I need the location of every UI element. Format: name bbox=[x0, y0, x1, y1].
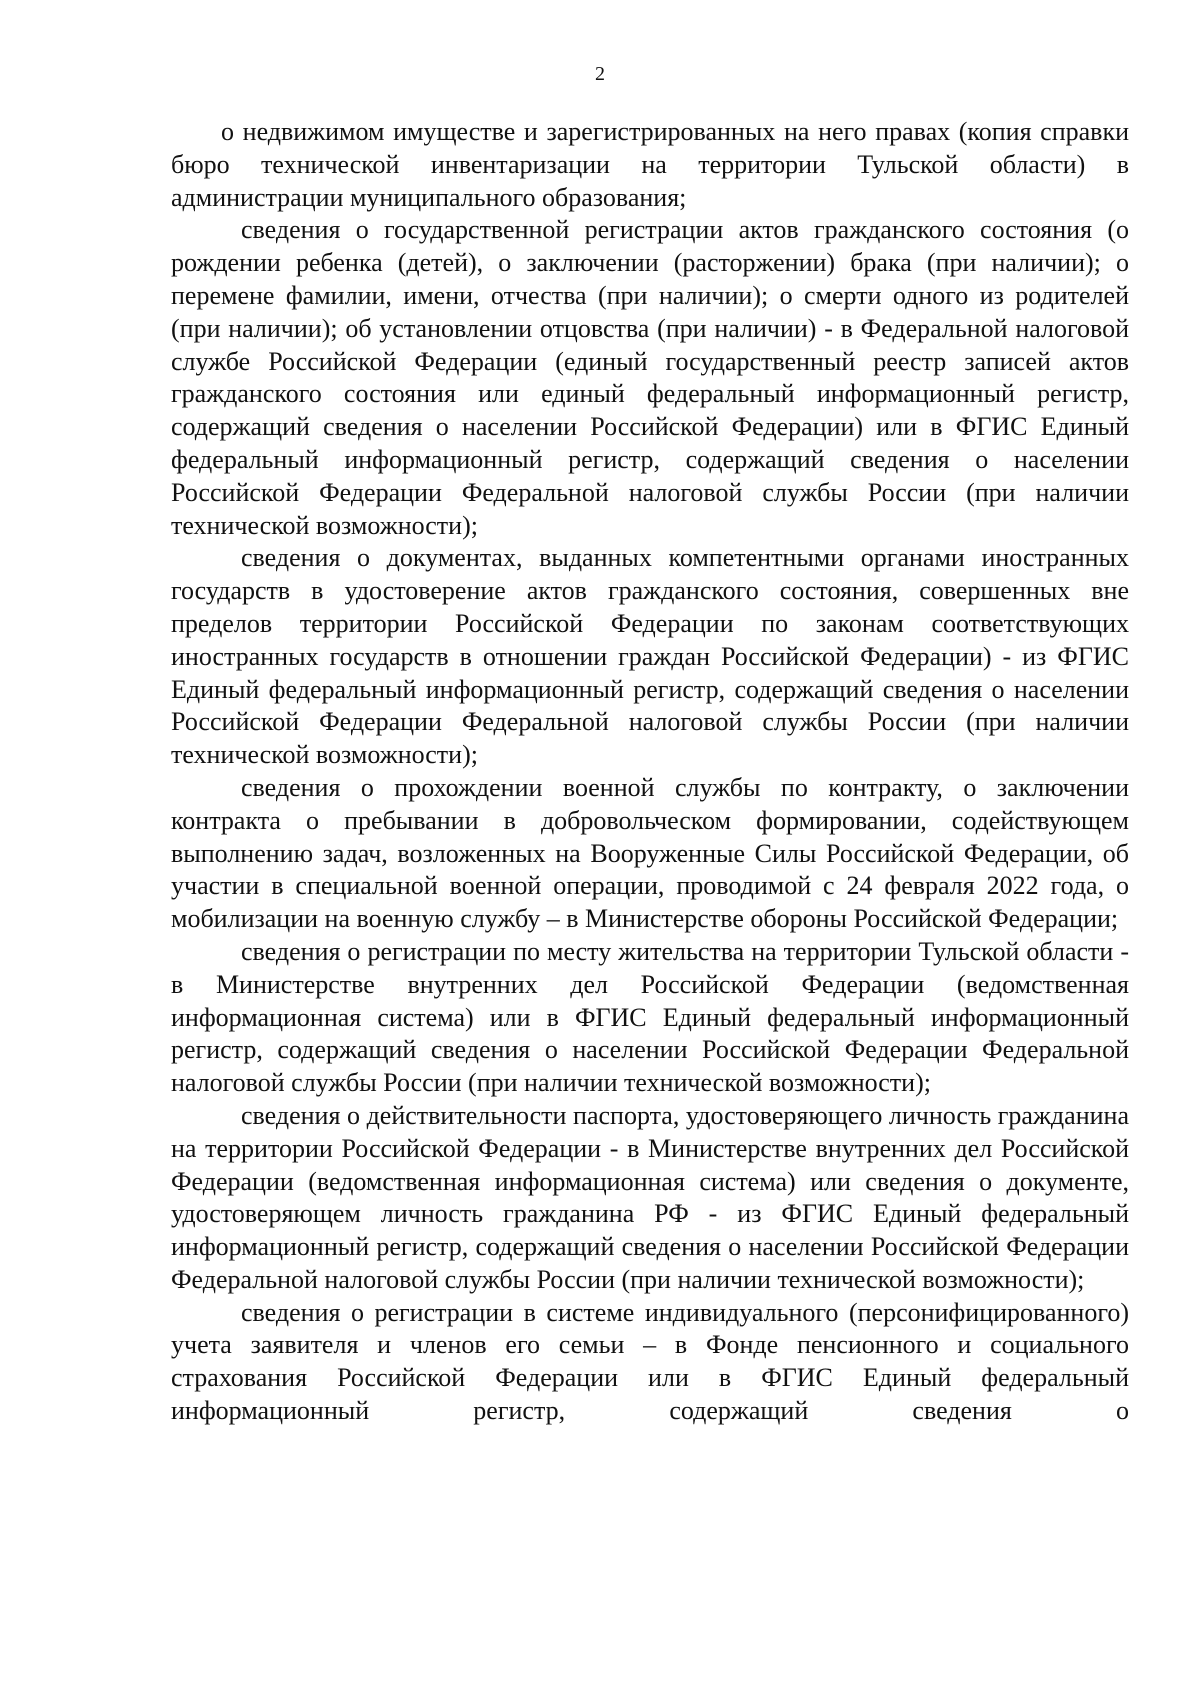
paragraph-civil-status-acts: сведения о государственной регистрации актов гражданского состояния (о рождении ребенка (детей), о заключении (расторжении) брака (при наличии); о перемене фамилии, имени, отчества (при наличии); о смерти одного из родителей (при наличии); об установлении отцовства (при наличии) - в Федеральной налоговой службе Российской Федерации (единый государственный реестр записей актов гражданского состояния или единый федеральный информационный регистр, содержащий сведения о населении Российской Федерации) или в ФГИС Единый федеральный информационный регистр, содержащий сведения о населении Российской Федерации Федеральной налоговой службы России (при наличии технической возможности); bbox=[171, 215, 1129, 540]
paragraph-foreign-documents: сведения о документах, выданных компетентными органами иностранных государств в удостоверение актов гражданского состояния, совершенных вне пределов территории Российской Федерации по законам соответствующих иностранных государств в отношении граждан Российской Федерации) - из ФГИС Единый федеральный информационный регистр, содержащий сведения о населении Российской Федерации Федеральной налоговой службы России (при наличии технической возможности); bbox=[171, 543, 1129, 770]
paragraph-military-service: сведения о прохождении военной службы по контракту, о заключении контракта о пребывании в добровольческом формировании, содействующем выполнению задач, возложенных на Вооруженные Силы Российской Федерации, об участии в специальной военной операции, проводимой с 24 февраля 2022 года, о мобилизации на военную службу – в Министерстве обороны Российской Федерации; bbox=[171, 772, 1129, 934]
paragraph-individual-accounting: сведения о регистрации в системе индивидуального (персонифицированного) учета заявителя и членов его семьи – в Фонде пенсионного и социального страхования Российской Федерации или в ФГИС Единый федеральный информационный регистр, содержащий сведения о bbox=[171, 1297, 1129, 1426]
page-number: 2 bbox=[595, 63, 605, 85]
paragraph-passport-validity: сведения о действительности паспорта, удостоверяющего личность гражданина на территории Российской Федерации - в Министерстве внутренних дел Российской Федерации (ведомственная информационная система) или сведения о документе, удостоверяющем личность гражданина РФ - из ФГИС Единый федеральный информационный регистр, содержащий сведения о населении Российской Федерации Федеральной налоговой службы России (при наличии технической возможности); bbox=[171, 1100, 1129, 1294]
document-body bbox=[171, 116, 1129, 1428]
paragraph-residence-registration: сведения о регистрации по месту жительства на территории Тульской области - в Министерстве внутренних дел Российской Федерации (ведомственная информационная система) или в ФГИС Единый федеральный информационный регистр, содержащий сведения о населении Российской Федерации Федеральной налоговой службы России (при наличии технической возможности); bbox=[171, 936, 1129, 1098]
paragraph-real-estate: о недвижимом имуществе и зарегистрированных на него правах (копия справки бюро технической инвентаризации на территории Тульской области) в администрации муниципального образования; bbox=[171, 117, 1129, 212]
